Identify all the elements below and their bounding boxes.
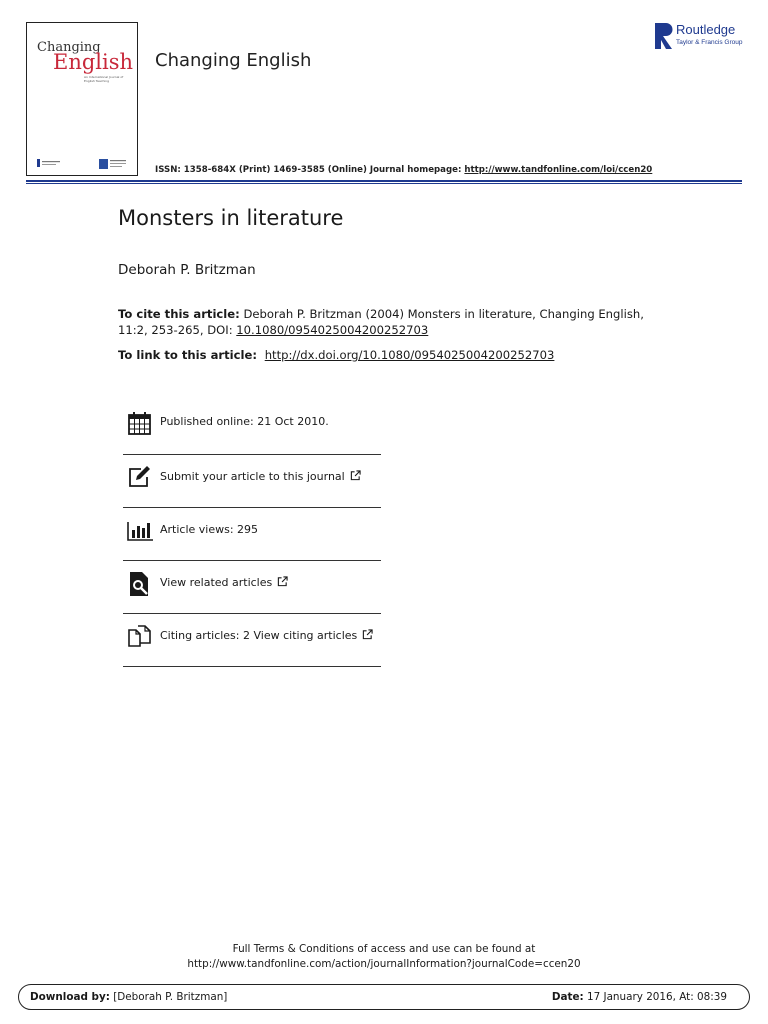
- info-citing-articles[interactable]: [123, 614, 381, 667]
- calendar-icon: [127, 410, 153, 436]
- issn-text: ISSN: 1358-684X (Print) 1469-3585 (Online) Journal homepage:: [155, 165, 465, 175]
- article-author: Deborah P. Britzman: [118, 262, 256, 278]
- doi-link[interactable]: 10.1080/0954025004200252703: [236, 322, 429, 337]
- cover-publisher-logo-icon: [37, 159, 61, 167]
- terms-line1: Full Terms & Conditions of access and use can be found at: [232, 943, 536, 955]
- download-by: [30, 991, 227, 1003]
- download-label: Download by:: [30, 991, 110, 1003]
- publisher-subname: Taylor & Francis Group: [676, 39, 743, 46]
- journal-name: Changing English: [155, 50, 312, 71]
- header-divider: [26, 180, 742, 182]
- info-submit-article[interactable]: [123, 455, 381, 508]
- article-doi-url-link[interactable]: http://dx.doi.org/10.1080/0954025004200252703: [264, 348, 555, 362]
- download-value: [Deborah P. Britzman]: [109, 991, 228, 1003]
- publisher-logo: [654, 22, 754, 52]
- related-articles-text: View related articles: [160, 576, 273, 589]
- citing-articles-text: Citing articles: 2 View citing articles: [160, 629, 358, 642]
- date-value: 17 January 2016, At: 08:39: [583, 991, 727, 1003]
- date-label: Date:: [551, 991, 584, 1003]
- cite-text: Deborah P. Britzman (2004) Monsters in literature, Changing English, 11:2, 253-265, DOI:: [118, 307, 644, 337]
- issn-line: [155, 165, 652, 175]
- download-footer: [18, 984, 750, 1010]
- published-online-text: Published online: 21 Oct 2010.: [160, 415, 329, 428]
- article-info-list: [123, 400, 381, 667]
- external-link-icon: [277, 576, 288, 587]
- download-date: [552, 991, 727, 1003]
- journal-cover-image: [26, 22, 138, 176]
- external-link-icon: [350, 470, 361, 481]
- link-label: To link to this article:: [118, 348, 262, 362]
- article-link-block: [118, 348, 554, 362]
- routledge-logo-icon: [654, 22, 674, 50]
- search-document-icon: [127, 571, 153, 597]
- header-divider-thin: [26, 183, 742, 184]
- citing-documents-icon: [127, 624, 153, 650]
- info-article-views: [123, 508, 381, 561]
- terms-notice: [0, 942, 768, 972]
- submit-article-text: Submit your article to this journal: [160, 470, 345, 483]
- cover-subtitle: An International Journal of English Teaching: [84, 75, 124, 83]
- cover-title-line1: Changing: [37, 40, 101, 55]
- cite-label: To cite this article:: [118, 307, 240, 321]
- citation-block: [118, 307, 658, 338]
- bar-chart-icon: [127, 518, 153, 544]
- cover-association-logo-icon: [99, 159, 127, 169]
- info-published-online: [123, 400, 381, 455]
- article-title: Monsters in literature: [118, 206, 344, 230]
- journal-homepage-link[interactable]: http://www.tandfonline.com/loi/ccen20: [464, 165, 653, 175]
- publisher-name: Routledge: [676, 22, 736, 37]
- article-views-text: Article views: 295: [160, 523, 259, 536]
- edit-icon: [127, 465, 153, 491]
- info-related-articles[interactable]: [123, 561, 381, 614]
- terms-url[interactable]: http://www.tandfonline.com/action/journalInformation?journalCode=ccen20: [187, 958, 581, 970]
- external-link-icon: [362, 629, 373, 640]
- cover-title-line2: English: [53, 50, 134, 74]
